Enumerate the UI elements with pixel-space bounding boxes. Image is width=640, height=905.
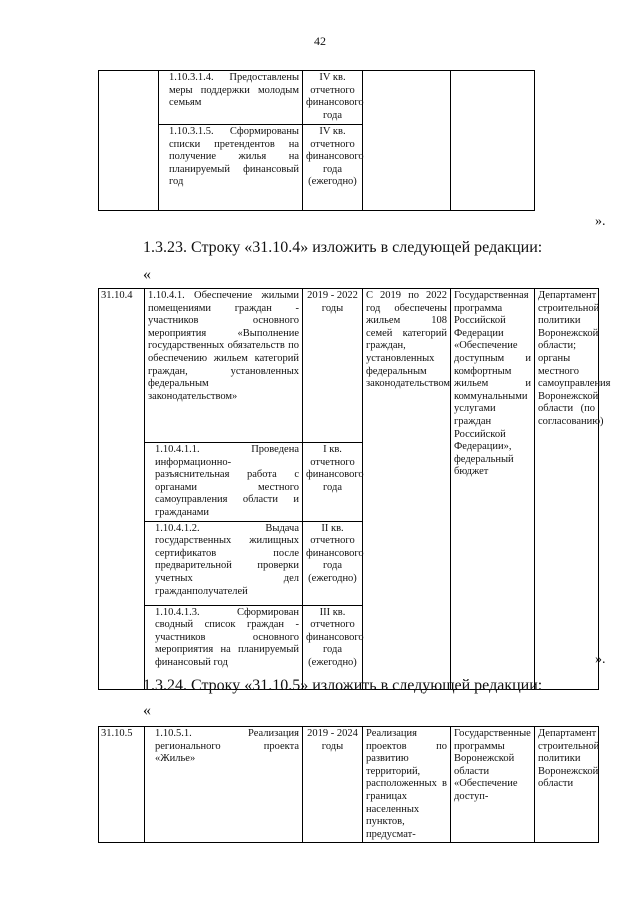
term-cell: I кв. отчетного финансового года [303, 443, 363, 522]
program-cell [451, 71, 535, 211]
opening-quote: « [143, 266, 151, 283]
page-number: 42 [314, 34, 326, 48]
table-row-31-10-5 [98, 726, 599, 843]
term-cell: III кв. отчетного финансового года (ежегодно) [303, 605, 363, 689]
table-continuation [98, 70, 535, 211]
term-cell: II кв. отчетного финансового года (ежегодно) [303, 521, 363, 605]
program-cell: Государственные программы Воронежской области «Обеспечение доступ- [451, 727, 535, 843]
code-cell: 31.10.4 [99, 289, 145, 690]
table-row [99, 289, 599, 443]
closing-quote: ». [595, 652, 606, 667]
result-cell: Реализация проектов по развитию территорий, расположенных в границах населенных пунктов, предусмат- [363, 727, 451, 843]
measure-cell: 1.10.4.1.3. Сформирован сводный список граждан - участников основного мероприятия на планируемый финансовый год [145, 605, 303, 689]
executor-cell: Департамент строительной политики Воронежской области [535, 727, 599, 843]
measure-cell: 1.10.3.1.4. Предоставлены меры поддержки молодым семьям [159, 71, 303, 125]
term-cell: IV кв. отчетного финансового года [303, 71, 363, 125]
measure-cell: 1.10.4.1. Обеспечение жилыми помещениями граждан - участников основного мероприятия «Выполнение государственных обязательств по обеспечению жильем категорий граждан, установленных федеральным законодательством» [145, 289, 303, 443]
measure-cell: 1.10.4.1.2. Выдача государственных жилищных сертификатов после предварительной проверки учетных дел гражданполучателей [145, 521, 303, 605]
term-cell: 2019 - 2024 годы [303, 727, 363, 843]
section-heading-1-3-23: 1.3.23. Строку «31.10.4» изложить в следующей редакции: [143, 239, 543, 256]
code-cell: 31.10.5 [99, 727, 145, 843]
measure-cell: 1.10.4.1.1. Проведена информационно-разъяснительная работа с органами местного самоуправления области и гражданами [145, 443, 303, 522]
opening-quote: « [143, 702, 151, 719]
code-cell [99, 71, 159, 211]
table-row-31-10-4 [98, 288, 611, 690]
term-cell: IV кв. отчетного финансового года (ежегодно) [303, 125, 363, 211]
term-cell: 2019 - 2022 годы [303, 289, 363, 443]
table-row [99, 727, 599, 843]
result-cell: С 2019 по 2022 год обеспечены жильем 108 семей категорий граждан, установленных федеральным законодательством [363, 289, 451, 690]
measure-cell: 1.10.5.1. Реализация регионального проекта «Жилье» [145, 727, 303, 843]
measure-cell: 1.10.3.1.5. Сформированы списки претендентов на получение жилья на планируемый финансовый год [159, 125, 303, 211]
table-row [99, 71, 535, 125]
executor-cell: Департамент строительной политики Воронежской области; органы местного самоуправления Воронежской области (по согласованию) [535, 289, 599, 690]
program-cell: Государственная программа Российской Федерации «Обеспечение доступным и комфортным жильем и коммунальными услугами граждан Российской Федерации», федеральный бюджет [451, 289, 535, 690]
closing-quote: ». [595, 214, 606, 229]
result-cell [363, 71, 451, 211]
section-heading-1-3-24: 1.3.24. Строку «31.10.5» изложить в следующей редакции: [143, 677, 543, 694]
